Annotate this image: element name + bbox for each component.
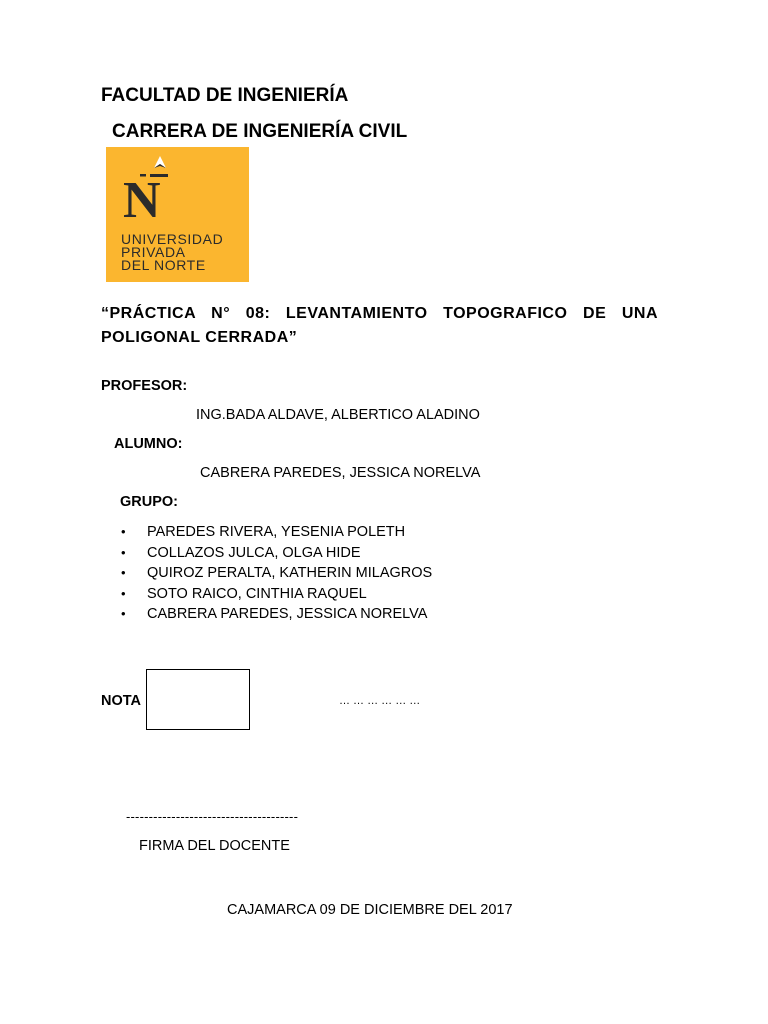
- professor-label: PROFESOR:: [101, 378, 188, 394]
- svg-text:DEL NORTE: DEL NORTE: [121, 257, 206, 273]
- group-member: CABRERA PAREDES, JESSICA NORELVA: [147, 606, 428, 622]
- grade-dots: … … … … … …: [339, 695, 421, 707]
- signature-label: FIRMA DEL DOCENTE: [139, 838, 290, 854]
- place-date: CAJAMARCA 09 DE DICIEMBRE DEL 2017: [227, 902, 513, 918]
- svg-text:PRIVADA: PRIVADA: [121, 244, 186, 260]
- grade-label: NOTA: [101, 693, 142, 709]
- university-logo: [106, 147, 249, 282]
- group-members-list: [121, 522, 432, 625]
- svg-text:UNIVERSIDAD: UNIVERSIDAD: [121, 231, 224, 247]
- grade-box: [146, 669, 250, 730]
- bullet-icon: •: [121, 606, 126, 621]
- group-member: COLLAZOS JULCA, OLGA HIDE: [147, 544, 361, 561]
- svg-text:N: N: [123, 172, 161, 229]
- student-name: CABRERA PAREDES, JESSICA NORELVA: [200, 465, 481, 481]
- practice-title-line-2: POLIGONAL CERRADA”: [101, 329, 298, 346]
- professor-name: ING.BADA ALDAVE, ALBERTICO ALADINO: [196, 407, 480, 423]
- list-item: [121, 543, 432, 564]
- student-label: ALUMNO:: [114, 436, 183, 452]
- practice-title-line-1: “PRÁCTICA N° 08: LEVANTAMIENTO TOPOGRAFICO DE UNA: [101, 305, 658, 322]
- list-item: [121, 584, 432, 605]
- list-item: [121, 522, 432, 543]
- group-label: GRUPO:: [120, 494, 178, 510]
- list-item: [121, 563, 432, 584]
- group-member: SOTO RAICO, CINTHIA RAQUEL: [147, 585, 367, 602]
- group-member: QUIROZ PERALTA, KATHERIN MILAGROS: [147, 565, 433, 581]
- faculty-heading: FACULTAD DE INGENIERÍA: [101, 85, 349, 106]
- bullet-icon: •: [121, 544, 126, 560]
- bullet-icon: •: [121, 524, 126, 539]
- group-member: PAREDES RIVERA, YESENIA POLETH: [147, 524, 406, 540]
- signature-line: --------------------------------------: [126, 809, 299, 824]
- bullet-icon: •: [121, 565, 126, 580]
- list-item: [121, 604, 432, 625]
- logo-graphic: [106, 147, 249, 282]
- bullet-icon: •: [121, 585, 126, 601]
- practice-title: [101, 302, 658, 350]
- career-heading: CARRERA DE INGENIERÍA CIVIL: [112, 121, 408, 142]
